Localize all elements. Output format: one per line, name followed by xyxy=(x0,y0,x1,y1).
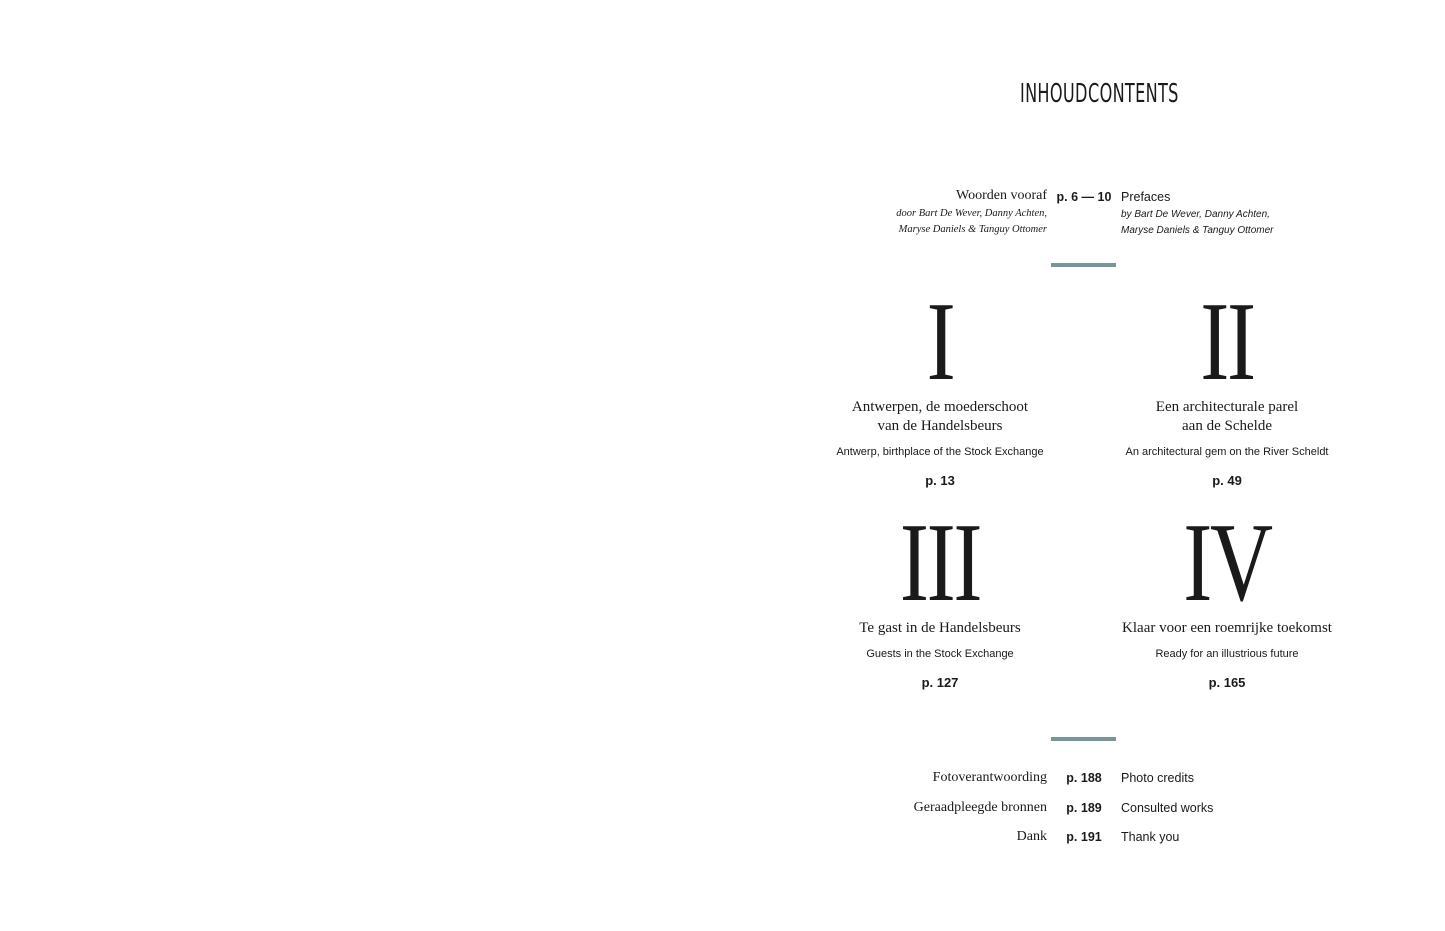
end-item-dutch: Dank xyxy=(1016,829,1047,844)
divider-top xyxy=(1051,263,1116,267)
end-item-dutch: Geraadpleegde bronnen xyxy=(913,800,1047,815)
end-item-page: p. 189 xyxy=(1066,801,1102,815)
prefaces-authors-english-line2: Maryse Daniels & Tanguy Ottomer xyxy=(1121,225,1274,236)
end-item-page: p. 188 xyxy=(1066,771,1102,785)
chapter-3 xyxy=(810,501,1070,690)
chapter-title-english: Antwerp, birthplace of the Stock Exchange xyxy=(836,446,1044,458)
chapter-title-english: Guests in the Stock Exchange xyxy=(866,648,1014,660)
chapter-page: p. 49 xyxy=(1212,473,1242,488)
prefaces-authors-english xyxy=(1121,207,1273,239)
prefaces-authors-english-line1: by Bart De Wever, Danny Achten, xyxy=(1121,209,1270,220)
chapter-title-dutch-line1: Klaar voor een roemrijke toekomst xyxy=(1122,620,1332,636)
prefaces-authors-dutch xyxy=(840,206,1047,238)
prefaces-page-range: p. 6 — 10 xyxy=(1056,190,1112,204)
prefaces-title-dutch: Woorden vooraf xyxy=(955,188,1047,203)
chapter-2 xyxy=(1097,280,1357,488)
chapter-numeral: I xyxy=(926,280,954,404)
title-dutch: INHOUD xyxy=(1020,79,1088,109)
chapter-1 xyxy=(810,280,1070,488)
chapter-title-dutch-line2: van de Handelsbeurs xyxy=(877,418,1003,434)
prefaces-authors-dutch-line1: door Bart De Wever, Danny Achten, xyxy=(896,208,1047,219)
chapter-page: p. 165 xyxy=(1208,675,1246,690)
divider-bottom xyxy=(1051,737,1116,741)
chapter-title-dutch-line1: Antwerpen, de moederschoot xyxy=(851,399,1029,415)
chapter-title-english: An architectural gem on the River Scheldt xyxy=(1125,446,1329,458)
chapter-title-english: Ready for an illustrious future xyxy=(1155,648,1299,660)
end-item-page: p. 191 xyxy=(1066,830,1102,844)
chapter-numeral: II xyxy=(1200,280,1254,404)
prefaces-authors-dutch-line2: Maryse Daniels & Tanguy Ottomer xyxy=(898,224,1047,235)
chapter-page: p. 13 xyxy=(925,473,955,488)
chapter-numeral: IV xyxy=(1183,501,1271,625)
chapter-title-dutch-line1: Te gast in de Handelsbeurs xyxy=(859,620,1021,636)
chapter-title-dutch-line1: Een architecturale parel xyxy=(1155,399,1299,415)
chapter-4 xyxy=(1097,501,1357,690)
end-item-english: Consulted works xyxy=(1121,801,1214,815)
chapter-title-dutch-line2: aan de Schelde xyxy=(1182,418,1272,434)
chapter-numeral: III xyxy=(899,501,981,625)
end-item-dutch: Fotoverantwoording xyxy=(932,770,1047,785)
chapter-page: p. 127 xyxy=(921,675,959,690)
prefaces-title-english: Prefaces xyxy=(1121,190,1171,204)
end-item-english: Photo credits xyxy=(1121,771,1194,785)
end-item-english: Thank you xyxy=(1121,830,1180,844)
page-title xyxy=(1020,72,1180,116)
title-english: CONTENTS xyxy=(1088,79,1179,109)
